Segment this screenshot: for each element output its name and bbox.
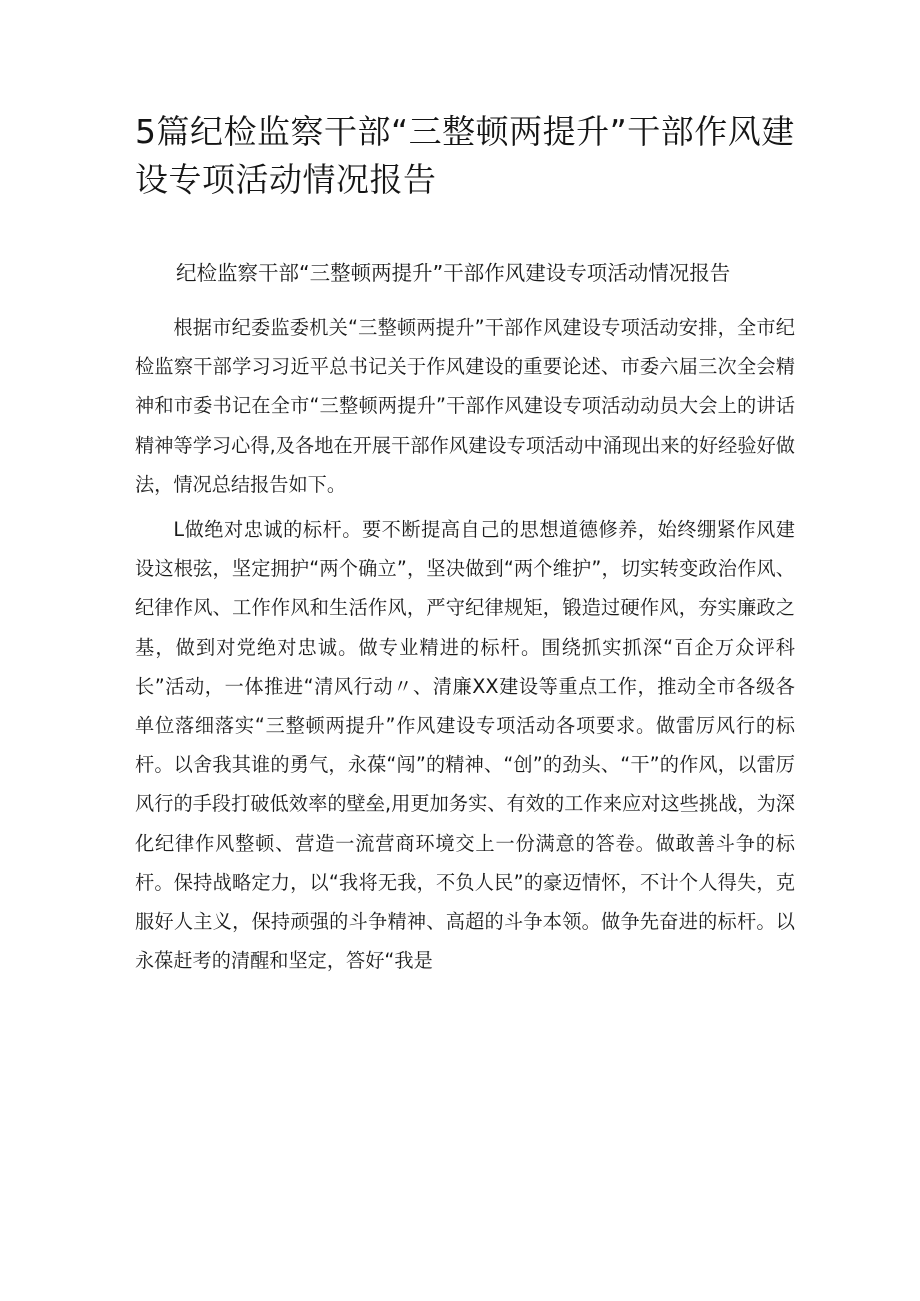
document-body: [135, 253, 795, 980]
report-subtitle: 纪检监察干部“三整顿两提升”干部作风建设专项活动情况报告: [176, 261, 731, 285]
paragraph-intro: 根据市纪委监委机关“三整顿两提升”干部作风建设专项活动安排，全市纪检监察干部学习习近平总书记关于作风建设的重要论述、市委六届三次全会精神和市委书记在全市“三整顿两提升”干部作风建设专项活动动员大会上的讲话精神等学习心得,及各地在开展干部作风建设专项活动中涌现出来的好经验好做法，情况总结报告如下。: [135, 316, 795, 496]
paragraph-benchmarks: L做绝对忠诚的标杆。要不断提高自己的思想道德修养，始终绷紧作风建设这根弦，坚定拥护“两个确立”，坚决做到“两个维护”，切实转变政治作风、纪律作风、工作作风和生活作风，严守纪律规矩，锻造过硬作风，夯实廉政之基，做到对党绝对忠诚。做专业精进的标杆。围绕抓实抓深“百企万众评科长”活动，一体推进“清风行动〃、清廉XX建设等重点工作，推动全市各级各单位落细落实“三整顿两提升”作风建设专项活动各项要求。做雷厉风行的标杆。以舍我其谁的勇气，永葆“闯”的精神、“创”的劲头、“干”的作风，以雷厉风行的手段打破低效率的壁垒,用更加务实、有效的工作来应对这些挑战，为深化纪律作风整顿、营造一流营商环境交上一份满意的答卷。做敢善斗争的标杆。保持战略定力，以“我将无我，不负人民”的豪迈情怀，不计个人得失，克服好人主义，保持顽强的斗争精神、高超的斗争本领。做争先奋进的标杆。以永葆赶考的清醒和坚定，答好“我是: [135, 518, 795, 973]
document-title: 5篇纪检监察干部“三整顿两提升”干部作风建设专项活动情况报告: [135, 112, 795, 199]
